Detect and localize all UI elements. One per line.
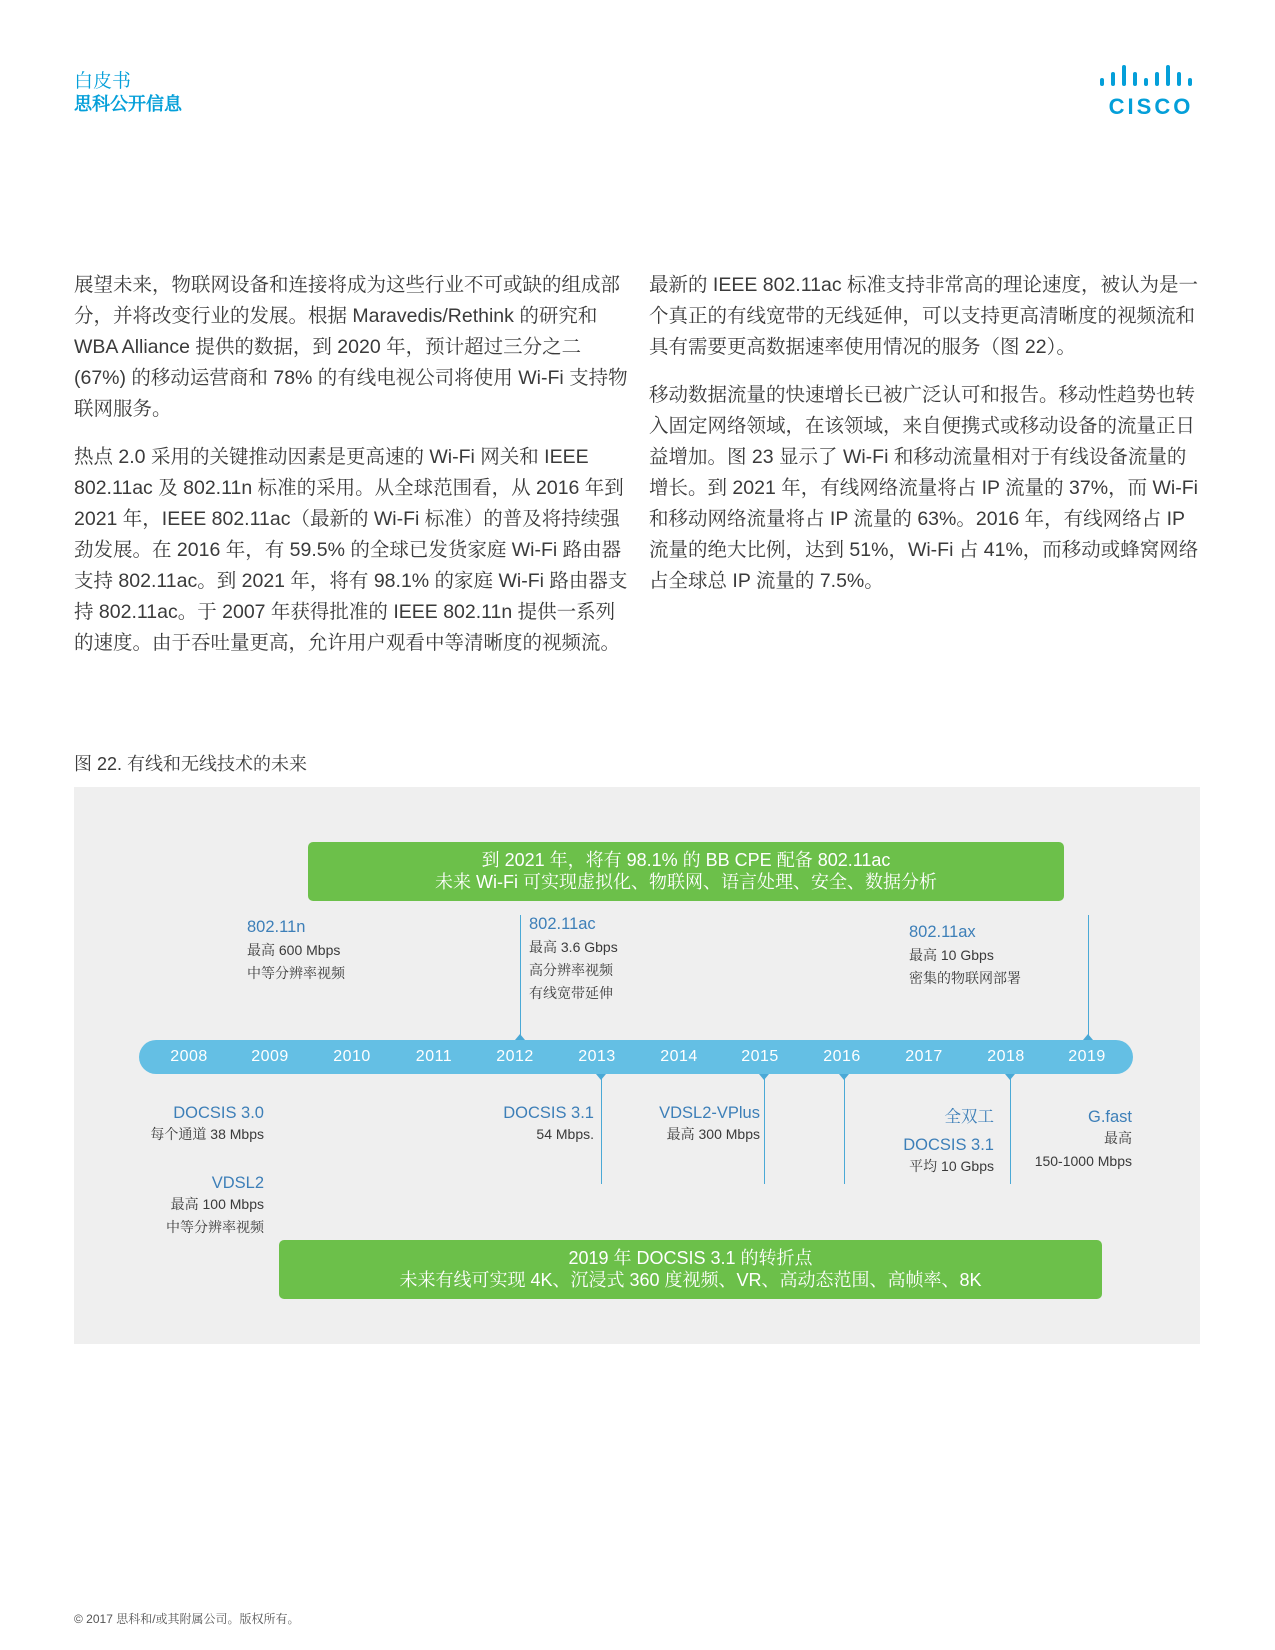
standard-detail: 最高 300 Mbps	[666, 1126, 760, 1142]
paragraph: 展望未来，物联网设备和连接将成为这些行业不可或缺的组成部分，并将改变行业的发展。根据 Maravedis/Rethink 的研究和 WBA Alliance 提供的数据，到 2020 年，预计超过三分之二 (67%) 的移动运营商和 78% 的有线电视公司将使用 Wi-Fi 支持物联网服务。	[74, 274, 628, 420]
connector-line	[601, 1074, 602, 1184]
wifi-80211ac-block	[529, 915, 618, 1005]
standard-detail: 中等分辨率视频	[247, 965, 345, 981]
copyright-footer: © 2017 思科和/或其附属公司。版权所有。	[74, 1612, 300, 1626]
standard-detail: 高分辨率视频	[529, 962, 613, 978]
standard-name: G.fast	[1087, 1108, 1132, 1126]
connector-line	[764, 1074, 765, 1184]
year-label: 2015	[741, 1048, 779, 1065]
classification-label: 思科公开信息	[74, 94, 182, 114]
paragraph: 移动数据流量的快速增长已被广泛认可和报告。移动性趋势也转入固定网络领域，在该领域，来自便携式或移动设备的流量正日益增加。图 23 显示了 Wi-Fi 和移动流量相对于有线设备流量的增长。到 2021 年，有线网络流量将占 IP 流量的 37%，而 Wi-Fi 和移动网络流量将占 IP 流量的 63%。2016 年，有线网络占 IP 流量的绝大比例，达到 51%，Wi-Fi 占 41%，而移动或蜂窝网络占全球总 IP 流量的 7.5%。	[649, 384, 1199, 592]
standard-name: 802.11n	[247, 918, 306, 936]
standard-detail: 最高 600 Mbps	[247, 942, 341, 958]
wifi-80211n-block	[247, 918, 345, 985]
standard-name: DOCSIS 3.0	[173, 1104, 264, 1122]
standard-detail: 有线宽带延伸	[529, 985, 613, 1001]
gfast-block	[1004, 1108, 1132, 1173]
standard-name: 802.11ac	[529, 915, 596, 933]
year-label: 2019	[1068, 1048, 1106, 1065]
left-column	[74, 270, 634, 676]
figure-panel	[74, 787, 1200, 1344]
standard-name: 全双工	[944, 1108, 994, 1126]
year-label: 2017	[905, 1048, 943, 1065]
vdsl2-block	[114, 1174, 264, 1239]
standard-detail: 最高	[1104, 1130, 1132, 1146]
year-label: 2018	[987, 1048, 1025, 1065]
full-duplex-block	[864, 1103, 994, 1127]
timeline-bar	[139, 1040, 1133, 1074]
standard-detail: 最高 3.6 Gbps	[529, 939, 618, 955]
standard-name: VDSL2	[211, 1174, 264, 1192]
standard-name: DOCSIS 3.1	[503, 1104, 594, 1122]
standard-name: 802.11ax	[909, 923, 976, 941]
standard-detail: 最高 100 Mbps	[170, 1196, 264, 1212]
standard-detail: 54 Mbps.	[536, 1126, 594, 1142]
year-label: 2009	[251, 1048, 289, 1065]
cisco-logo-text: CISCO	[1108, 94, 1194, 119]
timeline-marker	[839, 1074, 849, 1080]
year-label: 2016	[823, 1048, 861, 1065]
banner-line: 到 2021 年，将有 98.1% 的 BB CPE 配备 802.11ac	[481, 850, 891, 870]
wired-future-banner	[279, 1240, 1102, 1299]
docsis31-late-block	[864, 1136, 994, 1178]
doc-type-label: 白皮书	[74, 71, 132, 92]
timeline-marker	[1005, 1074, 1015, 1080]
standard-detail: 中等分辨率视频	[166, 1219, 264, 1235]
year-label: 2012	[496, 1048, 534, 1065]
year-label: 2008	[170, 1048, 208, 1065]
standard-detail: 最高 10 Gbps	[909, 947, 994, 963]
standard-detail: 平均 10 Gbps	[909, 1158, 994, 1174]
right-column	[649, 270, 1201, 614]
banner-line: 2019 年 DOCSIS 3.1 的转折点	[568, 1248, 813, 1268]
year-label: 2010	[333, 1048, 371, 1065]
standard-name: VDSL2-VPlus	[659, 1104, 760, 1122]
wifi-future-banner	[308, 842, 1064, 901]
standard-detail: 每个通道 38 Mbps	[150, 1126, 264, 1142]
banner-line: 未来 Wi-Fi 可实现虚拟化、物联网、语言处理、安全、数据分析	[435, 872, 937, 892]
connector-line	[1088, 915, 1089, 1040]
connector-line	[844, 1074, 845, 1184]
vdsl2-vplus-block	[610, 1104, 760, 1146]
paragraph: 热点 2.0 采用的关键推动因素是更高速的 Wi-Fi 网关和 IEEE 802.11ac 及 802.11n 标准的采用。从全球范围看，从 2016 年到 2021 年，IEEE 802.11ac（最新的 Wi-Fi 标准）的普及将持续强劲发展。在 2016 年，有 59.5% 的全球已发货家庭 Wi-Fi 路由器支持 802.11ac。到 2021 年，将有 98.1% 的家庭 Wi-Fi 路由器支持 802.11ac。于 2007 年获得批准的 IEEE 802.11n 提供一系列的速度。由于吞吐量更高，允许用户观看中等清晰度的视频流。	[74, 446, 628, 654]
docsis31-early-block	[464, 1104, 594, 1146]
standard-detail: 密集的物联网部署	[909, 970, 1021, 986]
cisco-logo	[1098, 64, 1204, 120]
wifi-80211ax-block	[909, 923, 1021, 990]
docsis30-block	[114, 1104, 264, 1146]
figure-caption: 图 22. 有线和无线技术的未来	[74, 754, 308, 774]
standard-detail: 150-1000 Mbps	[1034, 1153, 1132, 1169]
timeline-marker	[759, 1074, 769, 1080]
banner-line: 未来有线可实现 4K、沉浸式 360 度视频、VR、高动态范围、高帧率、8K	[399, 1270, 982, 1290]
year-label: 2014	[660, 1048, 698, 1065]
connector-line	[520, 915, 521, 1040]
cisco-bars-icon	[1098, 64, 1204, 92]
year-label: 2011	[415, 1048, 453, 1065]
timeline-marker	[596, 1074, 606, 1080]
standard-name: DOCSIS 3.1	[903, 1136, 994, 1154]
year-label: 2013	[578, 1048, 616, 1065]
paragraph: 最新的 IEEE 802.11ac 标准支持非常高的理论速度，被认为是一个真正的有线宽带的无线延伸，可以支持更高清晰度的视频流和具有需要更高数据速率使用情况的服务（图 22）。	[649, 274, 1198, 358]
